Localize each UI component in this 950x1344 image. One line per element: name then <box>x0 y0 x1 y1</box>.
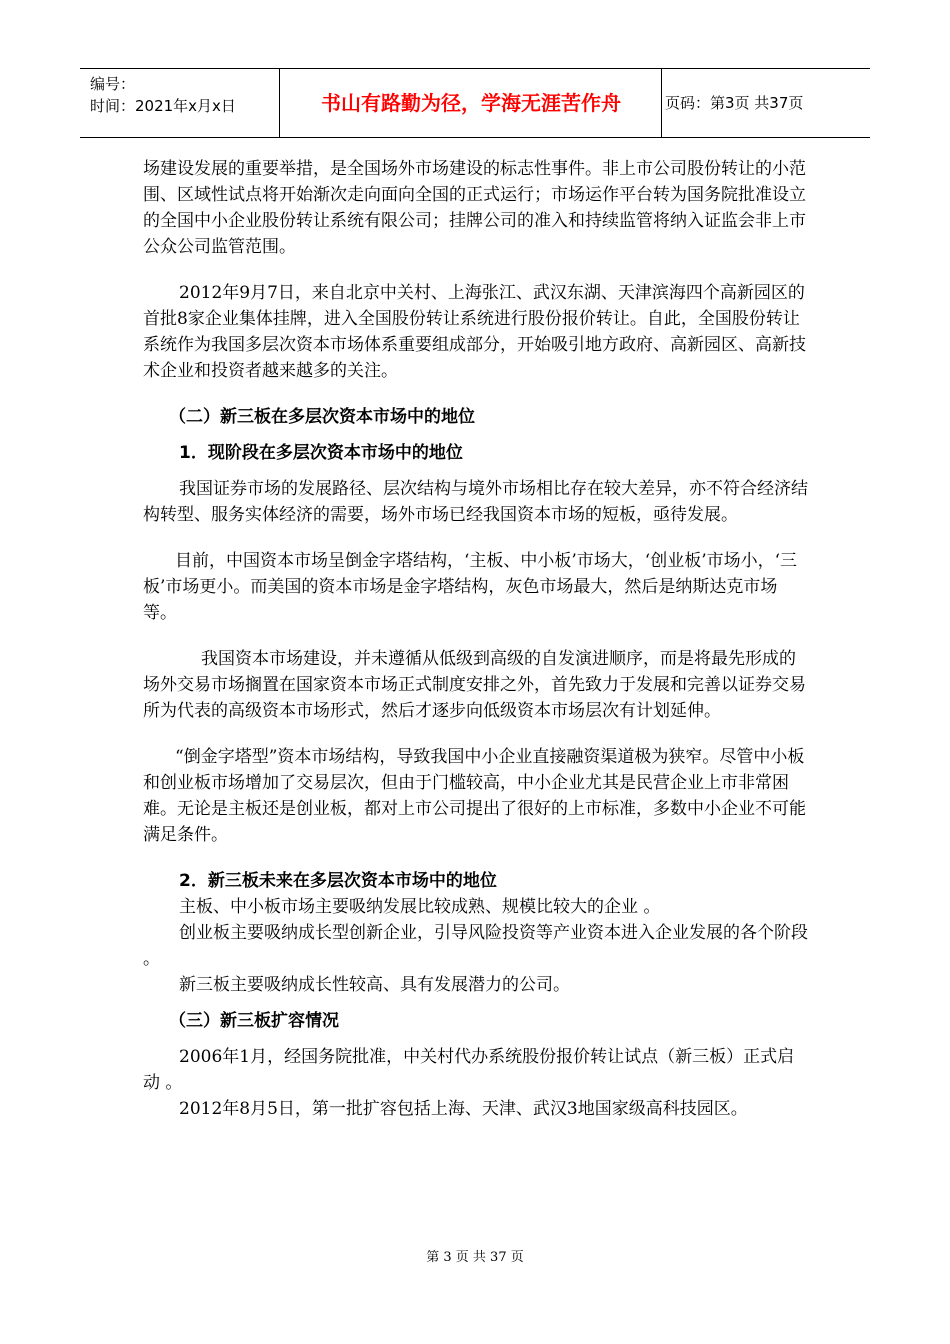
header-motto: 书山有路勤为径，学海无涯苦作舟 <box>281 69 662 137</box>
paragraph: 我国资本市场建设，并未遵循从低级到高级的自发演进顺序，而是将最先形成的场外交易市场搁置在国家资本市场正式制度安排之外，首先致力于发展和完善以证券交易所为代表的高级资本市场形式，然后才逐步向低级资本市场层次有计划延伸。 <box>143 649 806 721</box>
paragraph: 2012年8月5日，第一批扩容包括上海、天津、武汉3地国家级高科技园区。 <box>179 1099 748 1119</box>
paragraph: 目前，中国资本市场呈倒金字塔结构，‘主板、中小板’市场大，‘创业板’市场小，‘三板’市场更小。而美国的资本市场是金字塔结构，灰色市场最大，然后是纳斯达克市场等。 <box>143 551 798 623</box>
page-footer: 第 3 页 共 37 页 <box>426 1250 524 1265</box>
paragraph: 2006年1月，经国务院批准，中关村代办系统股份报价转让试点（新三板）正式启动 。 <box>143 1047 795 1093</box>
paragraph: “倒金字塔型”资本市场结构，导致我国中小企业直接融资渠道极为狭窄。尽管中小板和创业板市场增加了交易层次，但由于门槛较高，中小企业尤其是民营企业上市非常困难。无论是主板还是创业板，都对上市公司提出了很好的上市标准，多数中小企业不可能满足条件。 <box>143 747 806 845</box>
paragraph: 2012年9月7日，来自北京中关村、上海张江、武汉东湖、天津滨海四个高新园区的首批8家企业集体挂牌，进入全国股份转让系统进行股份报价转让。自此，全国股份转让系统作为我国多层次资本市场体系重要组成部分，开始吸引地方政府、高新园区、高新技术企业和投资者越来越多的关注。 <box>143 283 806 381</box>
paragraph: 我国证券市场的发展路径、层次结构与境外市场相比存在较大差异，亦不符合经济结构转型、服务实体经济的需要，场外市场已经我国资本市场的短板，亟待发展。 <box>143 479 808 525</box>
paragraph: 新三板主要吸纳成长性较高、具有发展潜力的公司。 <box>179 975 570 995</box>
page-header <box>80 68 870 138</box>
header-meta <box>80 69 280 137</box>
paragraph: 创业板主要吸纳成长型创新企业，引导风险投资等产业资本进入企业发展的各个阶段 。 <box>143 923 808 969</box>
document-number-label: 编号： <box>90 75 136 93</box>
document-date: 时间：2021年x月x日 <box>90 97 236 115</box>
document-body <box>143 156 808 1122</box>
header-page-info: 页码：第3页 共37页 <box>665 94 804 112</box>
subsection-heading: 1．现阶段在多层次资本市场中的地位 <box>179 443 463 463</box>
paragraph: 主板、中小板市场主要吸纳发展比较成熟、规模比较大的企业 。 <box>179 897 661 917</box>
section-heading: （二）新三板在多层次资本市场中的地位 <box>169 407 475 427</box>
paragraph: 场建设发展的重要举措，是全国场外市场建设的标志性事件。非上市公司股份转让的小范围、区域性试点将开始渐次走向面向全国的正式运行；市场运作平台转为国务院批准设立的全国中小企业股份转让系统有限公司；挂牌公司的准入和持续监管将纳入证监会非上市公众公司监管范围。 <box>143 159 806 257</box>
subsection-heading: 2．新三板未来在多层次资本市场中的地位 <box>179 871 497 891</box>
section-heading: （三）新三板扩容情况 <box>169 1011 339 1031</box>
